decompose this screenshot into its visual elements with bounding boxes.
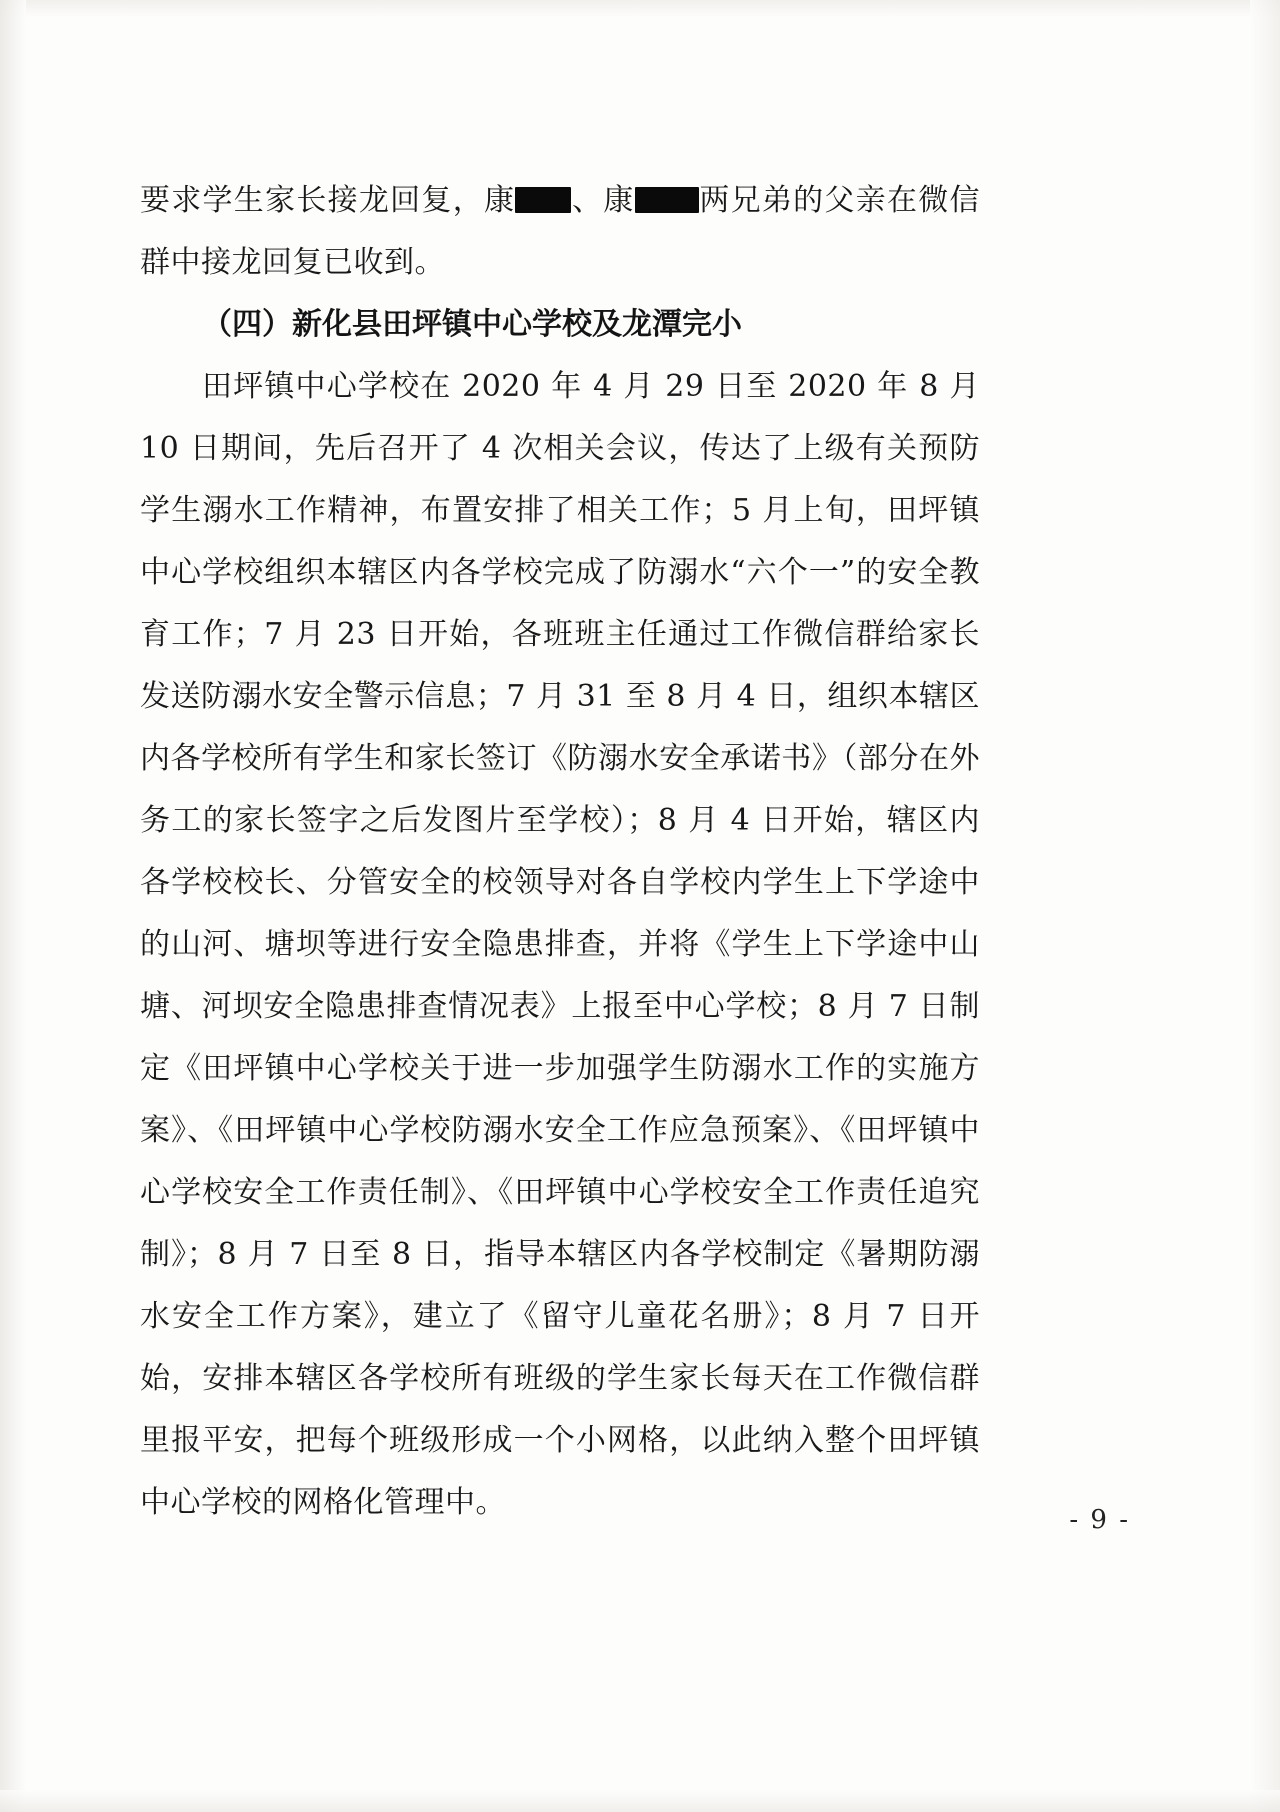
scan-edge-left	[0, 0, 26, 1812]
scan-edge-right	[1250, 0, 1280, 1812]
page-number: - 9 -	[1069, 1505, 1130, 1535]
scan-edge-top	[0, 0, 1280, 18]
paragraph-continued	[140, 170, 980, 294]
section-heading-four: （四）新化县田坪镇中心学校及龙潭完小	[202, 307, 742, 342]
page-content	[140, 170, 980, 1534]
redaction-block-2	[635, 187, 699, 213]
text-after-redaction: 两兄弟的父亲在微信群中接龙回复已收到。	[140, 183, 980, 280]
paragraph-body-main: 田坪镇中心学校在 2020 年 4 月 29 日至 2020 年 8 月 10 日期间，先后召开了 4 次相关会议，传达了上级有关预防学生溺水工作精神，布置安排了相关工作；5 月上旬，田坪镇中心学校组织本辖区内各学校完成了防溺水“六个一”的安全教育工作；7 月 23 日开始，各班班主任通过工作微信群给家长发送防溺水安全警示信息；7 月 31 至 8 月 4 日，组织本辖区内各学校所有学生和家长签订《防溺水安全承诺书》（部分在外务工的家长签字之后发图片至学校）；8 月 4 日开始，辖区内各学校校长、分管安全的校领导对各自学校内学生上下学途中的山河、塘坝等进行安全隐患排查，并将《学生上下学途中山塘、河坝安全隐患排查情况表》上报至中心学校；8 月 7 日制定《田坪镇中心学校关于进一步加强学生防溺水工作的实施方案》、《田坪镇中心学校防溺水安全工作应急预案》、《田坪镇中心学校安全工作责任制》、《田坪镇中心学校安全工作责任追究制》；8 月 7 日至 8 日，指导本辖区内各学校制定《暑期防溺水安全工作方案》，建立了《留守儿童花名册》；8 月 7 日开始，安排本辖区各学校所有班级的学生家长每天在工作微信群里报平安，把每个班级形成一个小网格，以此纳入整个田坪镇中心学校的网格化管理中。	[140, 369, 980, 1520]
text-between-redactions: 、康	[571, 183, 635, 218]
scan-edge-bottom	[0, 1790, 1280, 1812]
text-before-redaction: 要求学生家长接龙回复，康	[140, 183, 516, 218]
redaction-block-1	[515, 187, 571, 213]
